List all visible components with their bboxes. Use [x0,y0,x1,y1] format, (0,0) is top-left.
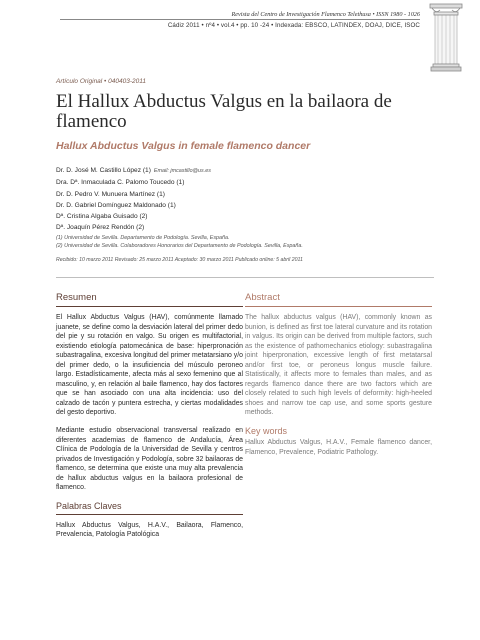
classical-column-logo [426,2,466,74]
resumen-column [56,292,243,548]
heading-rule [56,514,243,515]
author-name: Dr. D. Gabriel Domínguez Maldonado (1) [56,201,176,209]
article-type-line: Artículo Original • 040403-2011 [56,78,146,85]
author-line [56,200,436,211]
author-line [56,177,436,188]
author-name: Dr. D. Pedro V. Munuera Martínez (1) [56,190,165,198]
author-line [56,165,436,177]
heading-rule [245,306,432,307]
journal-header: Revista del Centro de Investigación Flamenco Telethusa • ISSN 1980 - 1026 [60,11,420,20]
author-email: Email: jmcastillo@us.es [153,168,211,174]
abstract-paragraph: The hallux abductus valgus (HAV), commonly known as bunion, is defined as first toe lateral curvature and its rotation in valgus. Its origin can be derived from multiple factors, such as the existence of pathomechanics etiology: subastragalina joint hiperpronation, excessive length of first metatarsal and/or first toe, or peroneus longus muscle failure. Statistically, it affects more to females than males, and as regards flamenco dance there are two factors which are closely related to such high levels of deformity: high-heeled shoes and narrow toe cap use, and some sports gesture methods. [245,314,432,417]
resumen-heading: Resumen [56,292,97,303]
author-list [56,165,436,250]
author-line [56,189,436,200]
heading-rule [56,306,243,307]
resumen-paragraph: El Hallux Abductus Valgus (HAV), comúnmente llamado juanete, se define como la desviación lateral del primer dedo del pie y su rotación en valgo. Su origen es multifactorial, existiendo etiología patomecánica de base: hiperpronación subastragalina, excesiva longitud del primer metatarsiano y/o del primer dedo, o la insuficiencia del músculo peroneo largo. Estadísticamente, afecta más al sexo femenino que al masculino, y, en relación al baile flamenco, hay dos factores que se han asociado con una alta incidencia: uso del calzado de tacón y puntera estrecha, y ciertas modalidades del gesto deportivo. [56,314,243,417]
key-words-heading: Key words [245,426,288,437]
author-name: Dª. Cristina Algaba Guisado (2) [56,213,148,221]
affiliation: (1) Universidad de Sevilla. Departamento de Podología. Sevilla, España. [56,234,230,241]
author-name: Dª. Joaquín Pérez Rendón (2) [56,224,145,232]
palabras-claves-text: Hallux Abductus Valgus, H.A.V., Bailaora, Flamenco, Prevalencia, Patología Patológica [56,521,243,539]
article-subtitle-english: Hallux Abductus Valgus in female flamenco dancer [56,140,311,152]
key-words-text: Hallux Abductus Valgus, H.A.V., Female flamenco dancer, Flamenco, Prevalence, Podiatric Pathology. [245,439,432,456]
palabras-claves-heading: Palabras Claves [56,500,122,511]
issue-meta: Cádiz 2011 • nº4 • vol.4 • pp. 10 -24 • Indexada: EBSCO, LATINDEX, DOAJ, DICE, ISOC [167,22,420,29]
publication-dates: Recibido: 10 marzo 2011 Revisado: 25 marzo 2011 Aceptado: 30 marzo 2011 Publicado online: 5 abril 2011 [56,257,303,263]
article-title: El Hallux Abductus Valgus en la bailaora de flamenco [56,91,392,132]
author-name: Dr. D. José M. Castillo López (1) [56,167,151,174]
resumen-paragraph: Mediante estudio observacional transversal realizado en diferentes academias de flamenco de Andalucía, Área Clínica de Podología de la Universidad de Sevilla y centros privados de Investigación y Podología, sobre 32 bailaoras de flamenco, se determina que existe una muy alta prevalencia de hallux abductus valgus en la bailaora profesional de flamenco. [56,427,243,492]
author-name: Dra. Dª. Inmaculada C. Palomo Toucedo (1) [56,179,185,187]
abstract-column [245,292,432,465]
affiliation: (2) Universidad de Sevilla. Colaboradores Honorarios del Departamento de Podología. Sevilla, España. [56,242,303,249]
author-line [56,211,436,222]
abstract-heading: Abstract [245,292,280,303]
section-divider [56,277,434,278]
author-line [56,222,436,233]
